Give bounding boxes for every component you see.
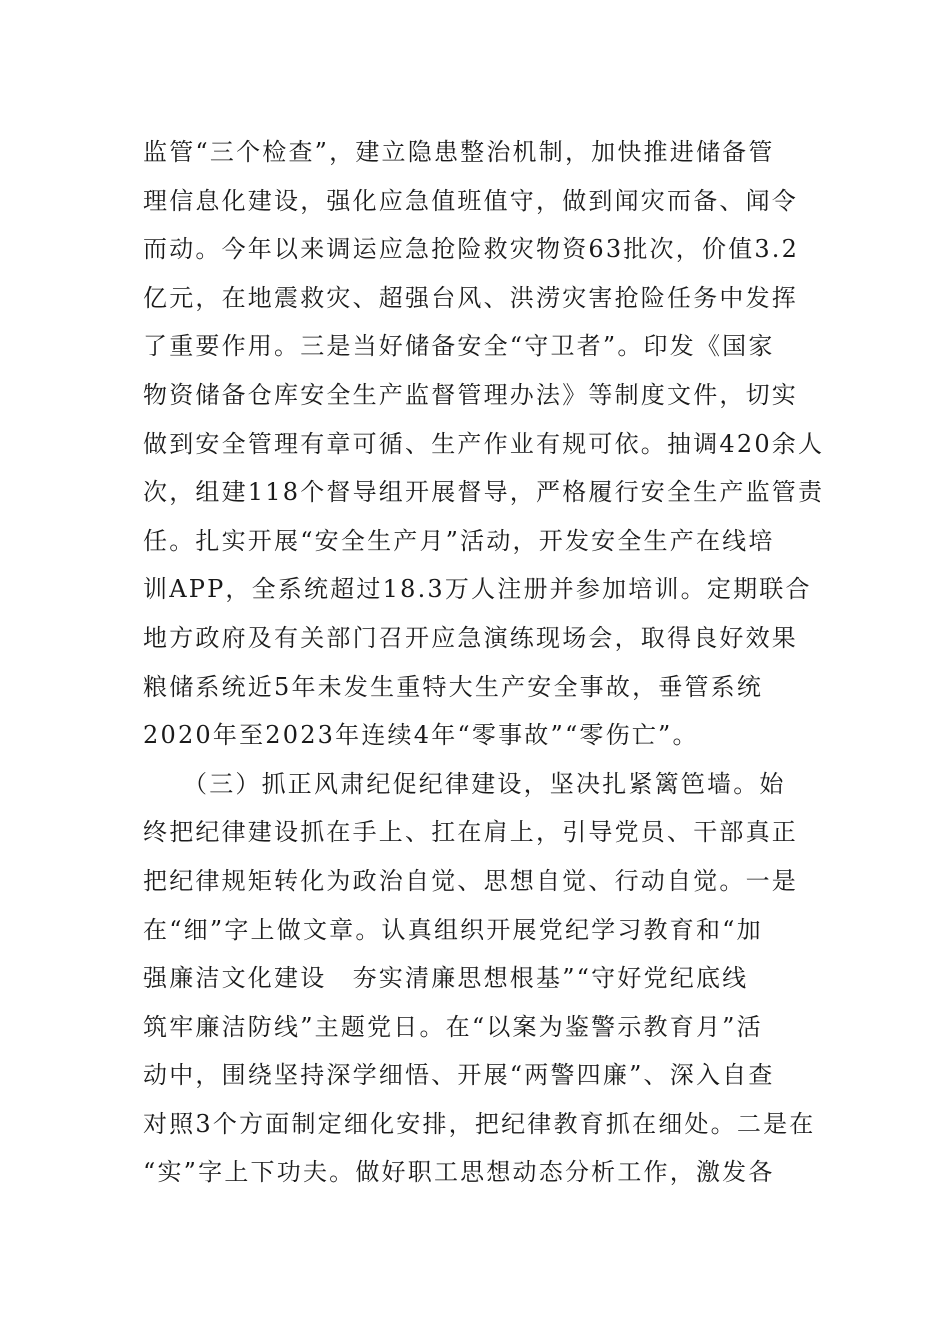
text-line-3: 而动。今年以来调运应急抢险救灾物资63批次，价值3.2	[143, 235, 800, 264]
text-line-18: 强廉洁文化建设 夯实清廉思想根基”“守好党纪底线	[143, 964, 749, 993]
text-line-20: 动中，围绕坚持深学细悟、开展“两警四廉”、深入自查	[143, 1061, 775, 1090]
text-line-15: 终把纪律建设抓在手上、扛在肩上，引导党员、干部真正	[143, 818, 798, 847]
text-line-13: 2020年至2023年连续4年“零事故”“零伤亡”。	[143, 721, 699, 750]
text-line-10: 训APP，全系统超过18.3万人注册并参加培训。定期联合	[143, 575, 812, 604]
text-line-12: 粮储系统近5年未发生重特大生产安全事故，垂管系统	[143, 672, 764, 701]
text-line-6: 物资储备仓库安全生产监督管理办法》等制度文件，切实	[143, 380, 798, 409]
text-line-11: 地方政府及有关部门召开应急演练现场会，取得良好效果	[143, 623, 798, 652]
text-line-9: 任。扎实开展“安全生产月”活动，开发安全生产在线培	[143, 526, 775, 555]
text-line-1: 监管“三个检查”，建立隐患整治机制，加快推进储备管	[143, 138, 775, 166]
text-line-17: 在“细”字上做文章。认真组织开展党纪学习教育和“加	[143, 915, 763, 944]
text-line-21: 对照3个方面制定细化安排，把纪律教育抓在细处。二是在	[143, 1109, 816, 1138]
text-line-16: 把纪律规矩转化为政治自觉、思想自觉、行动自觉。一是	[143, 866, 798, 895]
text-line-22: “实”字上下功夫。做好职工思想动态分析工作，激发各	[143, 1158, 775, 1187]
text-line-2: 理信息化建设，强化应急值班值守，做到闻灾而备、闻令	[143, 186, 798, 215]
document-body	[143, 128, 825, 1197]
text-line-4: 亿元，在地震救灾、超强台风、洪涝灾害抢险任务中发挥	[143, 283, 798, 312]
text-line-19: 筑牢廉洁防线”主题党日。在“以案为鉴警示教育月”活	[143, 1012, 763, 1041]
text-line-7: 做到安全管理有章可循、生产作业有规可依。抽调420余人	[143, 429, 825, 458]
text-line-5: 了重要作用。三是当好储备安全“守卫者”。印发《国家	[143, 332, 775, 361]
section-heading-line: （三）抓正风肃纪促纪律建设，坚决扎紧篱笆墙。始	[183, 769, 786, 798]
text-line-8: 次，组建118个督导组开展督导，严格履行安全生产监管责	[143, 478, 825, 507]
